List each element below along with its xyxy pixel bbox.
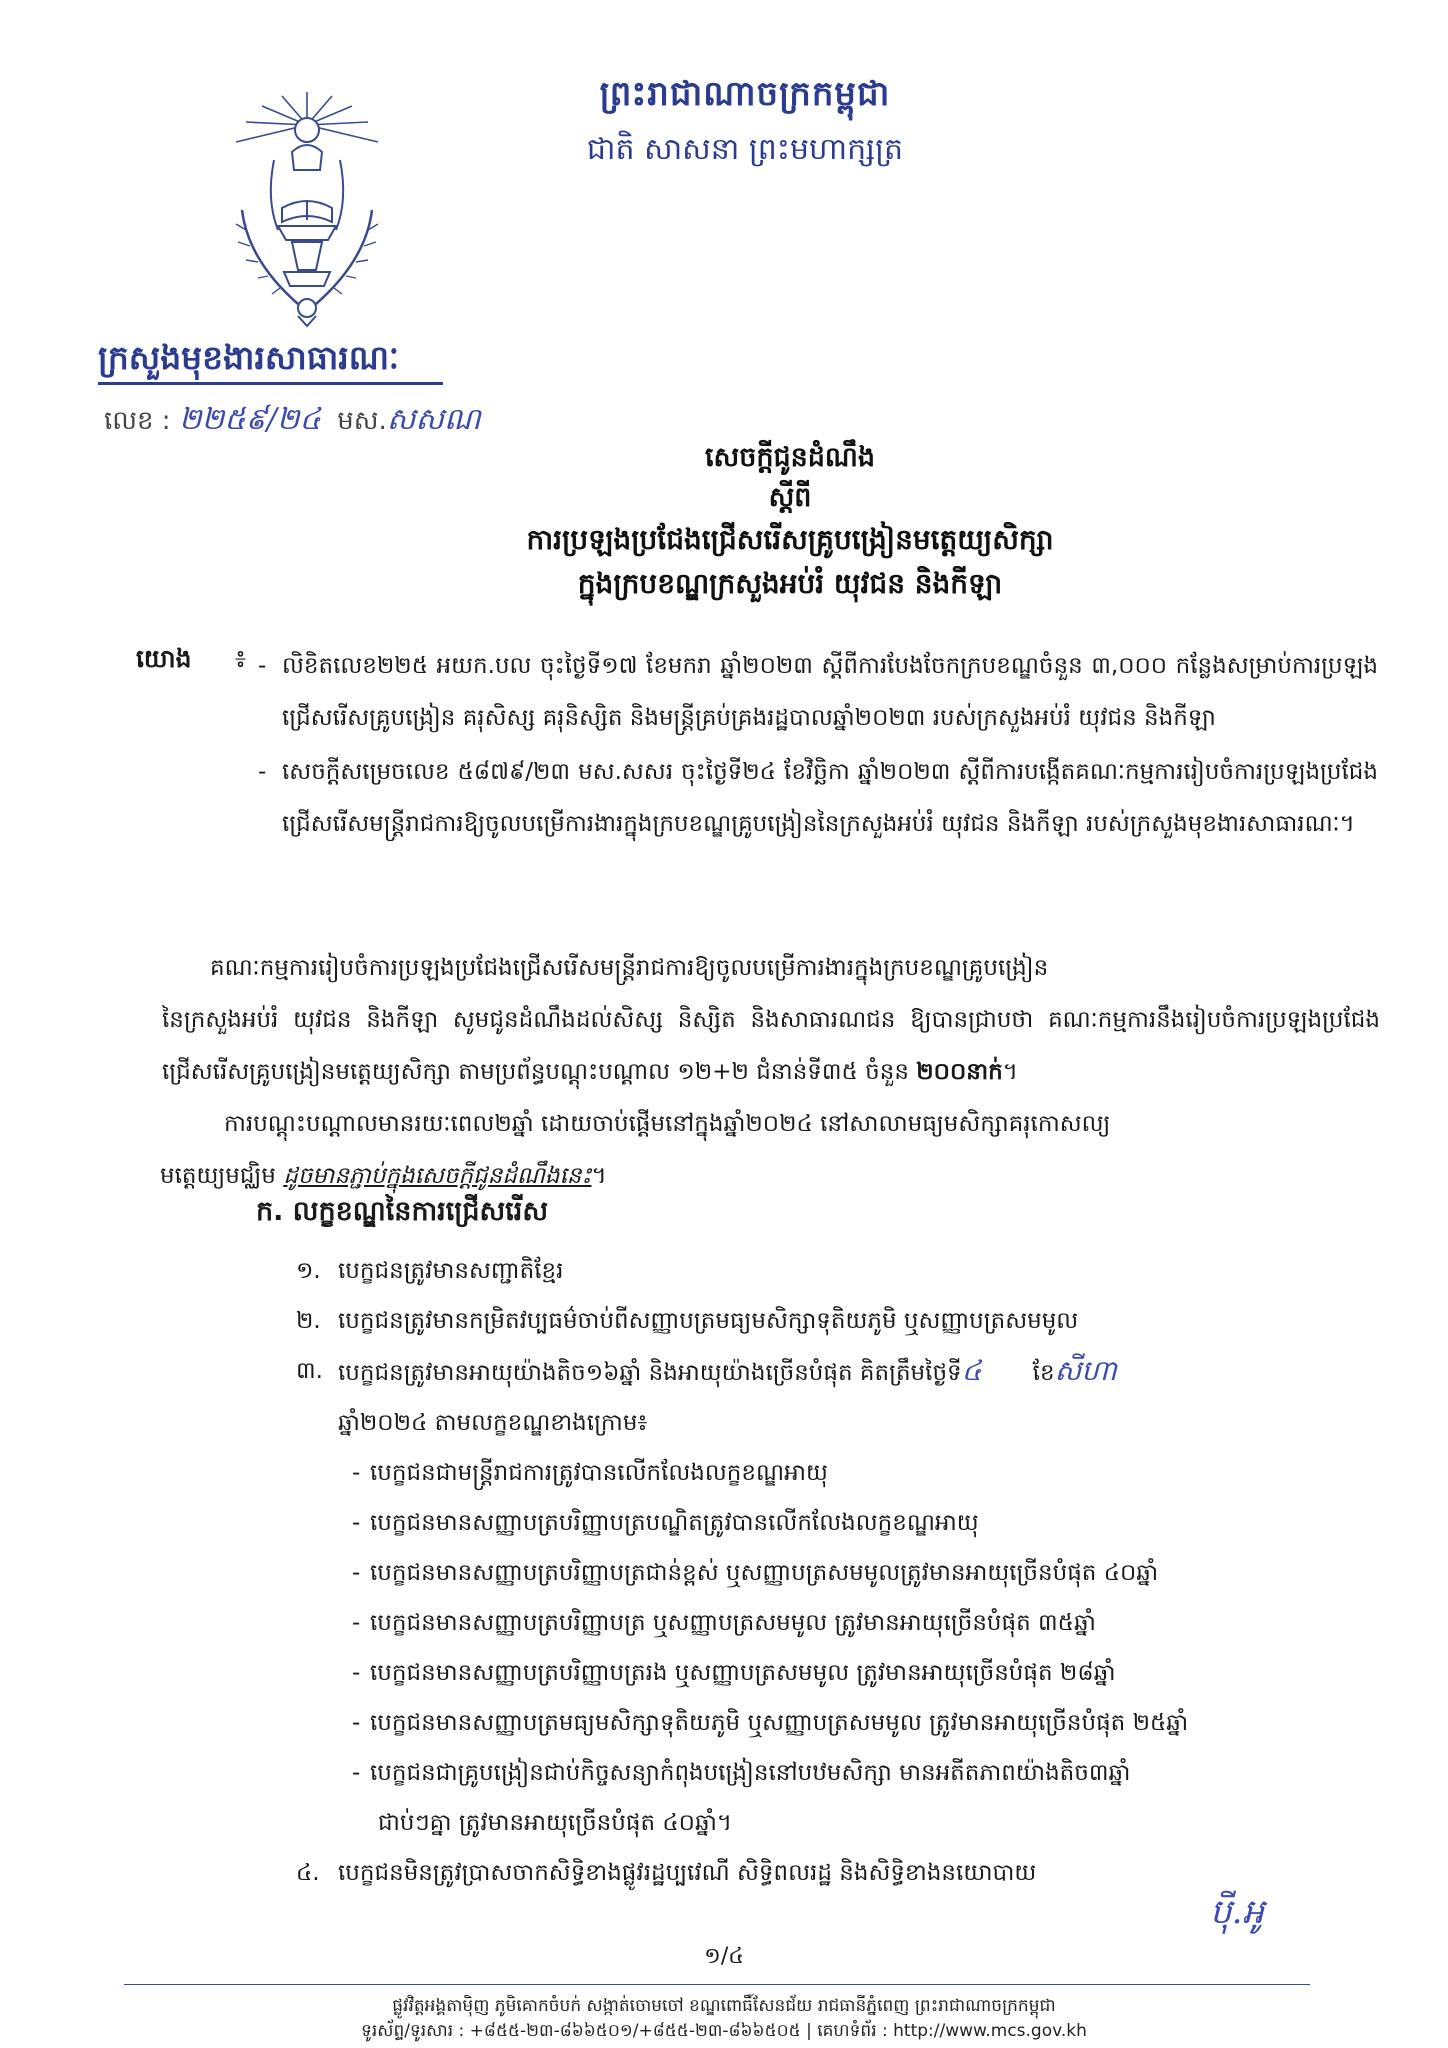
- sub-criteria-item: - បេក្ខជនជាគ្រូបង្រៀនជាប់កិច្ចសន្យាកំពុងបង្រៀននៅបឋមសិក្សា មានអតីតភាពយ៉ាងតិច៣ឆ្នាំ ជាប់ៗគ្នា ត្រូវមានអាយុច្រើនបំផុត ៤០ឆ្នាំ។: [352, 1760, 1131, 1836]
- criteria-item: ៤. បេក្ខជនមិនត្រូវប្រាសចាកសិទ្ធិខាងផ្លូវរដ្ឋប្បវេណី សិទ្ធិពលរដ្ឋ និងសិទ្ធិខាងនយោបាយ: [296, 1860, 1037, 1886]
- ministry-name: ក្រសួងមុខងារសាធារណៈ: [98, 338, 400, 377]
- criteria-item: ៣. បេក្ខជនត្រូវមានអាយុយ៉ាងតិច១៦ឆ្នាំ និងអាយុយ៉ាងច្រើនបំផុត គិតត្រឹមថ្ងៃទី៤ ខែសីហា ឆ្នាំ២០២៤ តាមលក្ខខណ្ឌខាងក្រោម៖: [296, 1354, 1117, 1436]
- day-handwritten: ៤: [961, 1354, 982, 1387]
- title-line-notice: សេចក្តីជូនដំណឹង: [704, 442, 876, 473]
- reference-colon: ៖: [235, 644, 246, 673]
- criteria-item: ២. បេក្ខជនត្រូវមានកម្រិតវប្បធម៌ចាប់ពីសញ្ញាបត្រមធ្យមសិក្សាទុតិយភូមិ ឬសញ្ញាបត្រសមមូល: [296, 1308, 1079, 1334]
- reference-item: - លិខិតលេខ២២៥ អយក.បល ចុះថ្ងៃទី១៧ ខែមករា ឆ្នាំ២០២៣ ស្តីពីការបែងចែកក្របខណ្ឌចំនួន ៣,០០០ កន្លែងសម្រាប់ការប្រឡងជ្រើសរើសគ្រូបង្រៀន គរុសិស្ស គរុនិស្សិត និងមន្ត្រីគ្រប់គ្រងរដ្ឋបាលឆ្នាំ២០២៣ របស់ក្រសួងអប់រំ យុវជន និងកីឡា: [258, 653, 1378, 731]
- initials-handwritten: ប៉ី.អូ: [1210, 1892, 1264, 1932]
- criteria-item: ១. បេក្ខជនត្រូវមានសញ្ជាតិខ្មែរ: [296, 1258, 564, 1284]
- candidate-count: ២០០នាក់: [916, 1059, 1003, 1085]
- section-title: ក. លក្ខខណ្ឌនៃការជ្រើសរើស: [256, 1196, 549, 1227]
- sub-criteria-item: - បេក្ខជនមានសញ្ញាបត្របរិញ្ញាបត្ររង ឬសញ្ញាបត្រសមមូល ត្រូវមានអាយុច្រើនបំផុត ២៨ឆ្នាំ: [352, 1660, 1116, 1686]
- title-line-subject: ការប្រឡងប្រជែងជ្រើសរើសគ្រូបង្រៀនមត្តេយ្យសិក្សា: [526, 523, 1054, 556]
- body-paragraph-1: គណៈកម្មការរៀបចំការប្រឡងប្រជែងជ្រើសរើសមន្ត្រីរាជការឱ្យចូលបម្រើការងារក្នុងក្របខណ្ឌគ្រូបង្រៀន នៃក្រសួងអប់រំ យុវជន និងកីឡា សូមជូនដំណឹងដល់សិស្ស និស្សិត និងសាធារណជន ឱ្យបានជ្រាបថា គណៈកម្មការនឹងរៀបចំការប្រឡងប្រជែងជ្រើសរើសគ្រូបង្រៀនមត្តេយ្យសិក្សា តាមប្រព័ន្ធបណ្តុះបណ្តាល ១២+២ ជំនាន់ទី៣៥ ចំនួន ២០០នាក់។: [162, 955, 1380, 1085]
- title-line-ministry: ក្នុងក្របខណ្ឌក្រសួងអប់រំ យុវជន និងកីឡា: [577, 567, 1003, 600]
- footer-contact: ទូរស័ព្ទ/ទូរសារ : +៨៥៥-២៣-៨៦៦៥០១/+៨៥៥-២៣-៨៦៦៥០៥ | គេហទំព័រ : http://www.mcs.gov.kh: [361, 2021, 1087, 2041]
- kingdom-name: ព្រះរាជាណាចក្រកម្ពុជា: [599, 74, 891, 114]
- reference-label: យោង: [136, 644, 192, 673]
- ref-year-handwritten: /២៤: [266, 402, 321, 437]
- criteria-list: [296, 1246, 1386, 1898]
- sub-criteria-item: - បេក្ខជនមានសញ្ញាបត្របរិញ្ញាបត្របណ្ឌិតត្រូវបានលើកលែងលក្ខខណ្ឌអាយុ: [352, 1510, 979, 1536]
- sub-criteria-item: - បេក្ខជនជាមន្ត្រីរាជការត្រូវបានលើកលែងលក្ខខណ្ឌអាយុ: [352, 1460, 828, 1486]
- attachment-note: ដូចមានភ្ជាប់ក្នុងសេចក្តីជូនដំណឹងនេះ: [283, 1163, 592, 1189]
- footer-address: ផ្លូវវិត្តអង្គតាម៉ិញ ភូមិគោកចំបក់ សង្កាត់ចោមចៅ ខណ្ឌពោធិ៍សែនជ័យ រាជធានីភ្នំពេញ ព្រះរាជាណាចក្រកម្ពុជា: [392, 1996, 1056, 2016]
- sub-criteria-item: - បេក្ខជនមានសញ្ញាបត្របរិញ្ញាបត្រជាន់ខ្ពស់ ឬសញ្ញាបត្រសមមូលត្រូវមានអាយុច្រើនបំផុត ៤០ឆ្នាំ: [352, 1560, 1159, 1586]
- month-handwritten: សីហា: [1054, 1354, 1117, 1387]
- document-title: [200, 438, 1380, 606]
- footer-divider: [124, 1984, 1310, 1985]
- ministry-underline: [98, 382, 443, 385]
- title-line-about: ស្តីពី: [768, 482, 812, 513]
- ref-suffix: មស.: [337, 406, 387, 436]
- royal-emblem-icon: [212, 90, 402, 330]
- body-paragraph-2: ការបណ្តុះបណ្តាលមានរយៈពេល២ឆ្នាំ ដោយចាប់ផ្តើមនៅក្នុងឆ្នាំ២០២៤ នៅសាលាមធ្យមសិក្សាគរុកោសល្យ មត្តេយ្យមជ្ឈិម ដូចមានភ្ជាប់ក្នុងសេចក្តីជូនដំណឹងនេះ។: [160, 1111, 1111, 1189]
- sub-criteria-item: - បេក្ខជនមានសញ្ញាបត្របរិញ្ញាបត្រ ឬសញ្ញាបត្រសមមូល ត្រូវមានអាយុច្រើនបំផុត ៣៥ឆ្នាំ: [352, 1610, 1096, 1636]
- ref-number-handwritten: ២២៥៩: [178, 402, 267, 437]
- reference-list: [258, 640, 1378, 850]
- reference-item: - សេចក្តីសម្រេចលេខ ៥៨៧៩/២៣ មស.សសរ ចុះថ្ងៃទី២៤ ខែវិច្ឆិកា ឆ្នាំ២០២៣ ស្តីពីការបង្កើតគណៈកម្មការរៀបចំការប្រឡងប្រជែងជ្រើសរើសមន្ត្រីរាជការឱ្យចូលបម្រើការងារក្នុងក្របខណ្ឌគ្រូបង្រៀននៃក្រសួងអប់រំ យុវជន និងកីឡា របស់ក្រសួងមុខងារសាធារណៈ។: [258, 759, 1378, 837]
- sub-criteria-item: - បេក្ខជនមានសញ្ញាបត្រមធ្យមសិក្សាទុតិយភូមិ ឬសញ្ញាបត្រសមមូល ត្រូវមានអាយុច្រើនបំផុត ២៥ឆ្នាំ: [352, 1710, 1189, 1736]
- kingdom-header: [530, 72, 960, 174]
- ref-label: លេខ :: [104, 406, 171, 436]
- national-motto: ជាតិ សាសនា ព្រះមហាក្សត្រ: [586, 132, 904, 167]
- age-sub-criteria: [352, 1448, 1386, 1848]
- page-number: ១/៤: [704, 1944, 744, 1969]
- ref-suffix-handwritten: សសណ: [386, 402, 481, 437]
- footer: [0, 1994, 1448, 2044]
